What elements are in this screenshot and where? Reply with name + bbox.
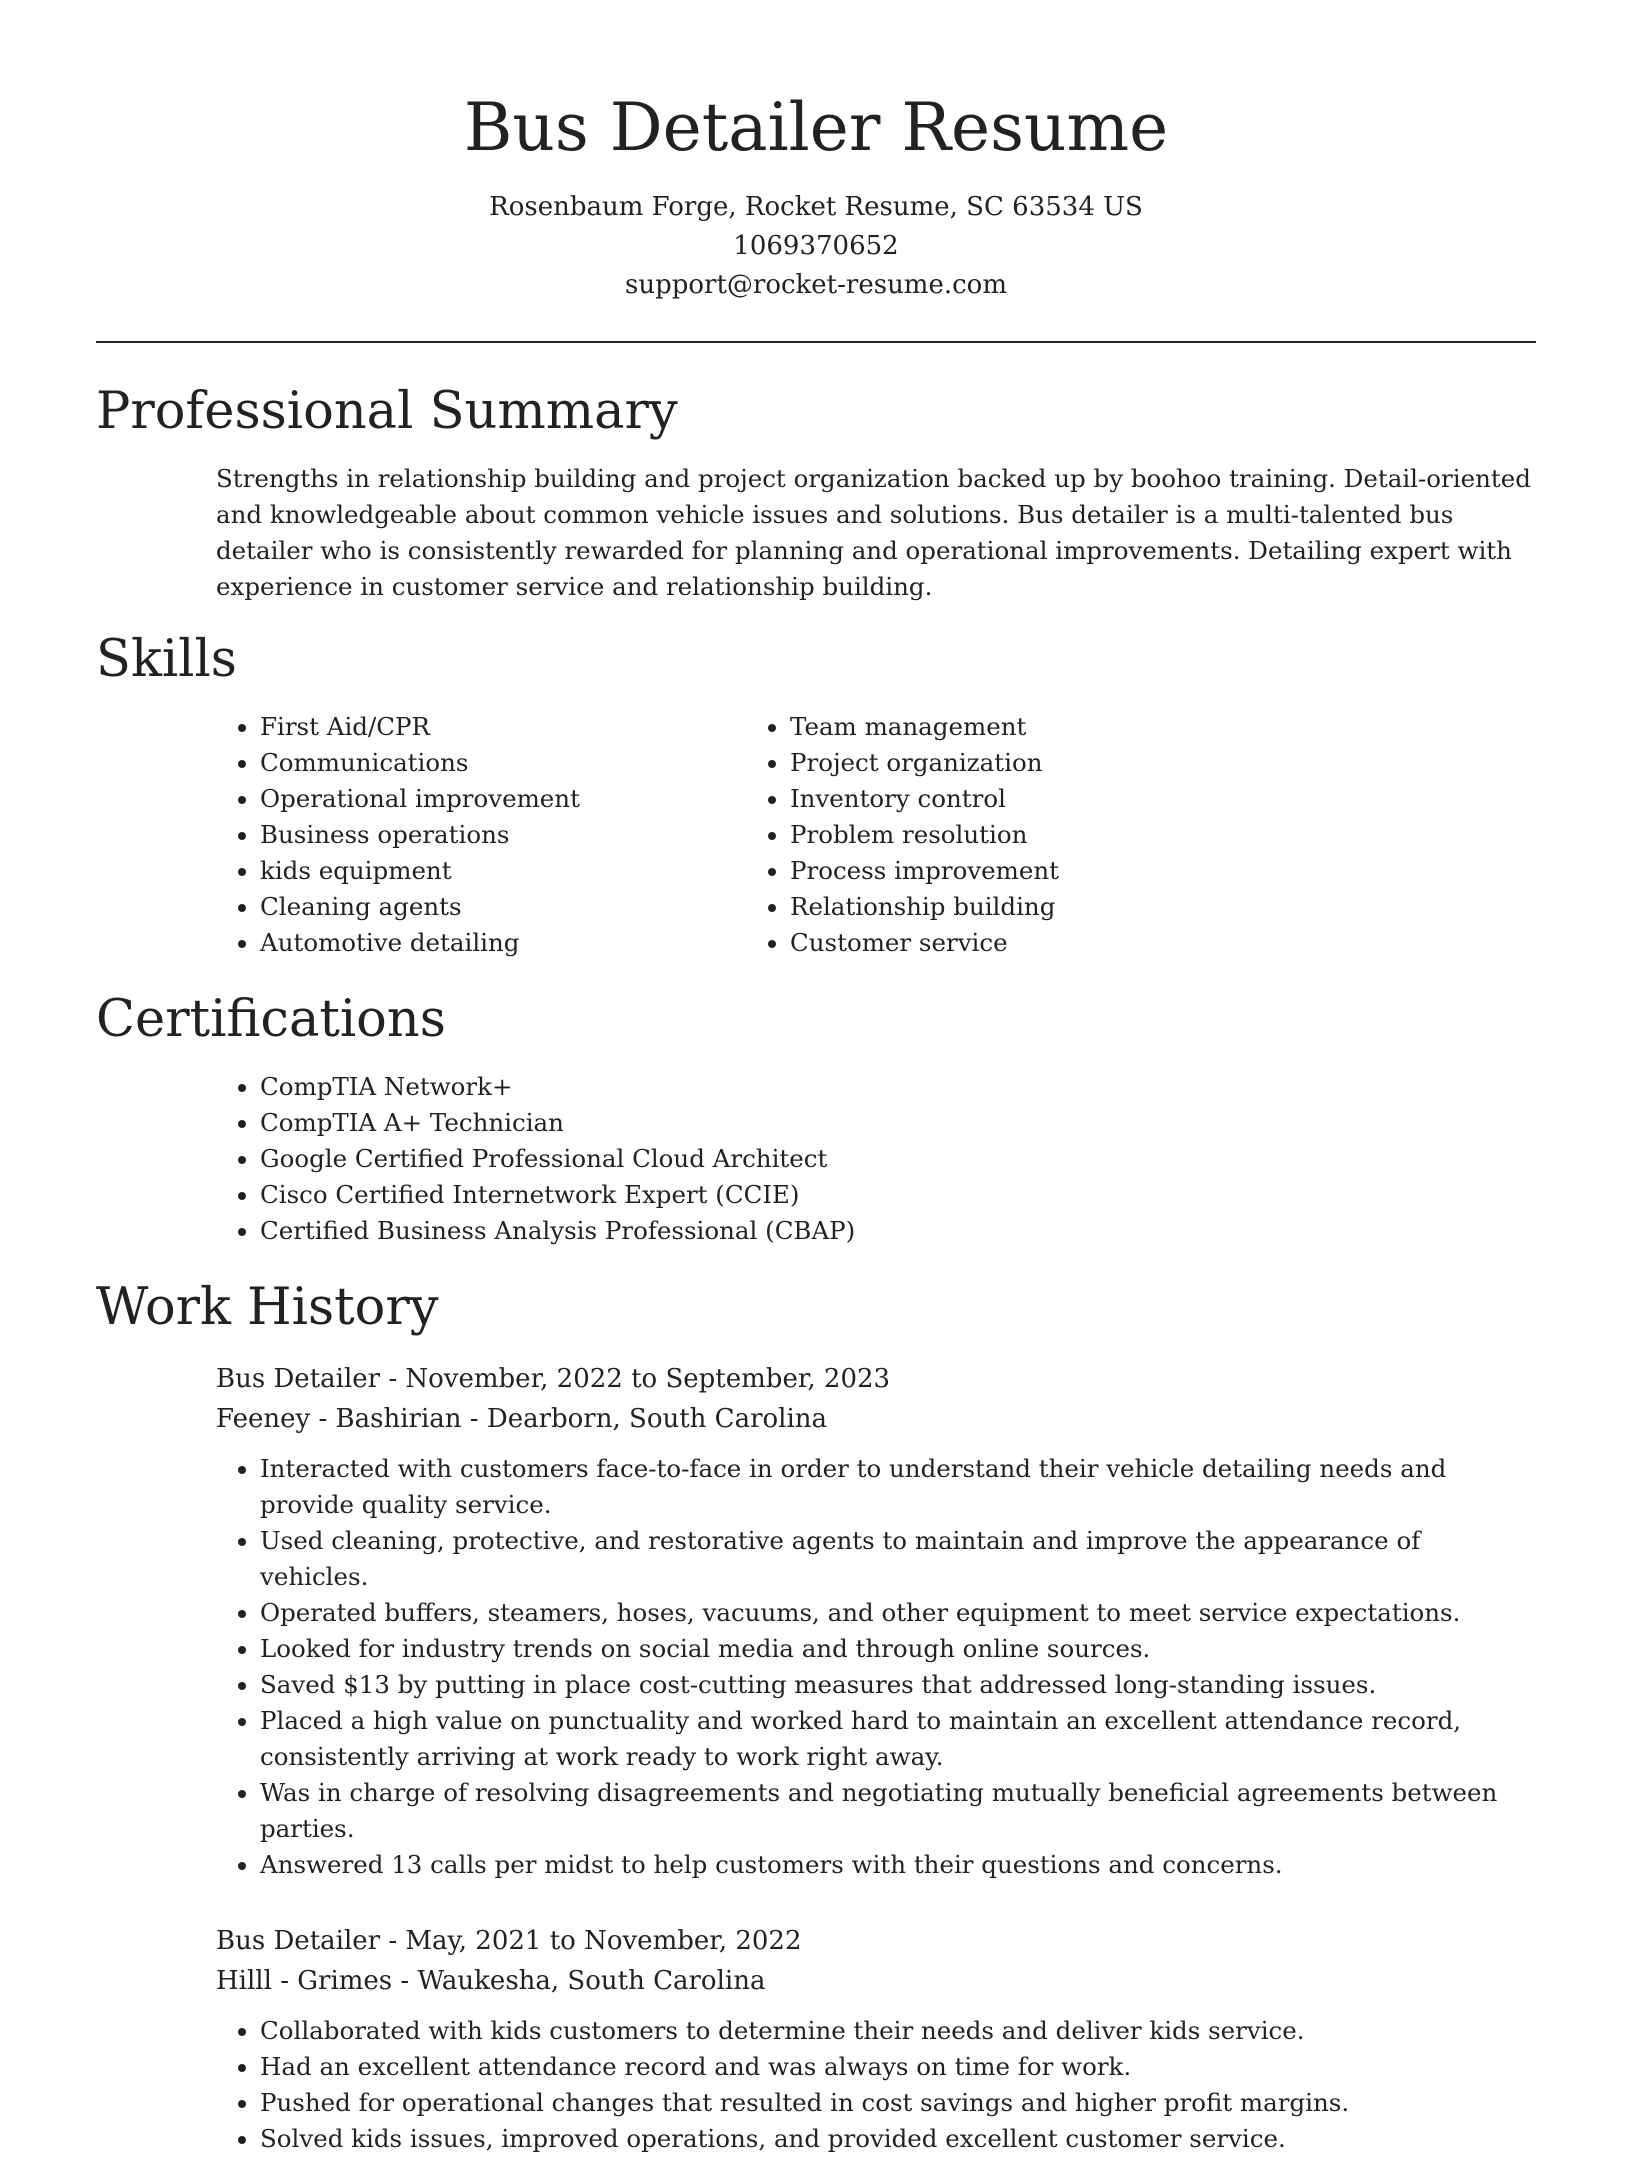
header-divider xyxy=(96,341,1536,343)
skills-list-right xyxy=(746,709,1276,961)
job-duty-item: • Saved $13 by putting in place cost-cutting measures that addressed long-standing issues. xyxy=(260,1667,1530,1703)
skill-item: • Cleaning agents xyxy=(260,889,746,925)
resume-title: Bus Detailer Resume xyxy=(463,89,1169,166)
job-duty-item: • Pushed for operational changes that resulted in cost savings and higher profit margins. xyxy=(260,2085,1530,2121)
skill-item: • Problem resolution xyxy=(790,817,1276,853)
job-duty-item: • Had an excellent attendance record and was always on time for work. xyxy=(260,2049,1530,2085)
certification-item: • Certified Business Analysis Professional (CBAP) xyxy=(260,1213,1536,1249)
certification-item: • CompTIA Network+ xyxy=(260,1069,1536,1105)
job-duty-item: • Used cleaning, protective, and restorative agents to maintain and improve the appearance of vehicles. xyxy=(260,1523,1530,1595)
job-company-location: Feeney - Bashirian - Dearborn, South Carolina xyxy=(216,1404,828,1434)
skill-item: • kids equipment xyxy=(260,853,746,889)
job-duty-item: • Operated buffers, steamers, hoses, vacuums, and other equipment to meet service expectations. xyxy=(260,1595,1530,1631)
skill-item: • Project organization xyxy=(790,745,1276,781)
skill-item: • Relationship building xyxy=(790,889,1276,925)
certification-item: • Cisco Certified Internetwork Expert (CCIE) xyxy=(260,1177,1536,1213)
skill-item: • Business operations xyxy=(260,817,746,853)
job-duties-list xyxy=(216,2013,1530,2157)
contact-phone: 1069370652 xyxy=(733,231,899,261)
contact-email: support@rocket-resume.com xyxy=(624,270,1007,300)
skill-item: • First Aid/CPR xyxy=(260,709,746,745)
job-company-location: Hilll - Grimes - Waukesha, South Carolina xyxy=(216,1966,766,1996)
resume-page xyxy=(96,0,1536,2157)
work-history-heading: Work History xyxy=(96,1278,439,1337)
skills-columns xyxy=(96,709,1536,961)
job-duty-item: • Was in charge of resolving disagreements and negotiating mutually beneficial agreements between parties. xyxy=(260,1775,1530,1847)
certifications-heading: Certifications xyxy=(96,990,446,1049)
summary-heading: Professional Summary xyxy=(96,382,678,441)
skill-item: • Automotive detailing xyxy=(260,925,746,961)
skill-item: • Customer service xyxy=(790,925,1276,961)
contact-address: Rosenbaum Forge, Rocket Resume, SC 63534 US xyxy=(489,192,1143,222)
skill-item: • Operational improvement xyxy=(260,781,746,817)
job-entry xyxy=(216,1921,1536,2157)
contact-block xyxy=(96,188,1536,305)
skills-list-left xyxy=(96,709,746,961)
skill-item: • Communications xyxy=(260,745,746,781)
summary-text: Strengths in relationship building and project organization backed up by boohoo training. Detail-oriented and knowledgeable about common vehicle issues and solutions. Bus detailer is a multi-talented bus detailer who is consistently rewarded for planning and operational improvements. Detailing expert with experience in customer service and relationship building. xyxy=(216,464,1531,601)
job-duty-item: • Collaborated with kids customers to determine their needs and deliver kids service. xyxy=(260,2013,1530,2049)
job-title-dates: Bus Detailer - November, 2022 to September, 2023 xyxy=(216,1364,891,1394)
job-duty-item: • Looked for industry trends on social media and through online sources. xyxy=(260,1631,1530,1667)
job-duty-item: • Interacted with customers face-to-face in order to understand their vehicle detailing needs and provide quality service. xyxy=(260,1451,1530,1523)
job-duty-item: • Answered 13 calls per midst to help customers with their questions and concerns. xyxy=(260,1847,1530,1883)
certifications-list xyxy=(96,1069,1536,1249)
job-entry xyxy=(216,1359,1536,1883)
job-duties-list xyxy=(216,1451,1530,1883)
certification-item: • Google Certified Professional Cloud Architect xyxy=(260,1141,1536,1177)
job-duty-item: • Placed a high value on punctuality and worked hard to maintain an excellent attendance record, consistently arriving at work ready to work right away. xyxy=(260,1703,1530,1775)
job-duty-item: • Solved kids issues, improved operations, and provided excellent customer service. xyxy=(260,2121,1530,2157)
skill-item: • Team management xyxy=(790,709,1276,745)
resume-header xyxy=(96,0,1536,305)
certification-item: • CompTIA A+ Technician xyxy=(260,1105,1536,1141)
skill-item: • Inventory control xyxy=(790,781,1276,817)
skill-item: • Process improvement xyxy=(790,853,1276,889)
skills-heading: Skills xyxy=(96,630,237,689)
job-title-dates: Bus Detailer - May, 2021 to November, 2022 xyxy=(216,1926,802,1956)
